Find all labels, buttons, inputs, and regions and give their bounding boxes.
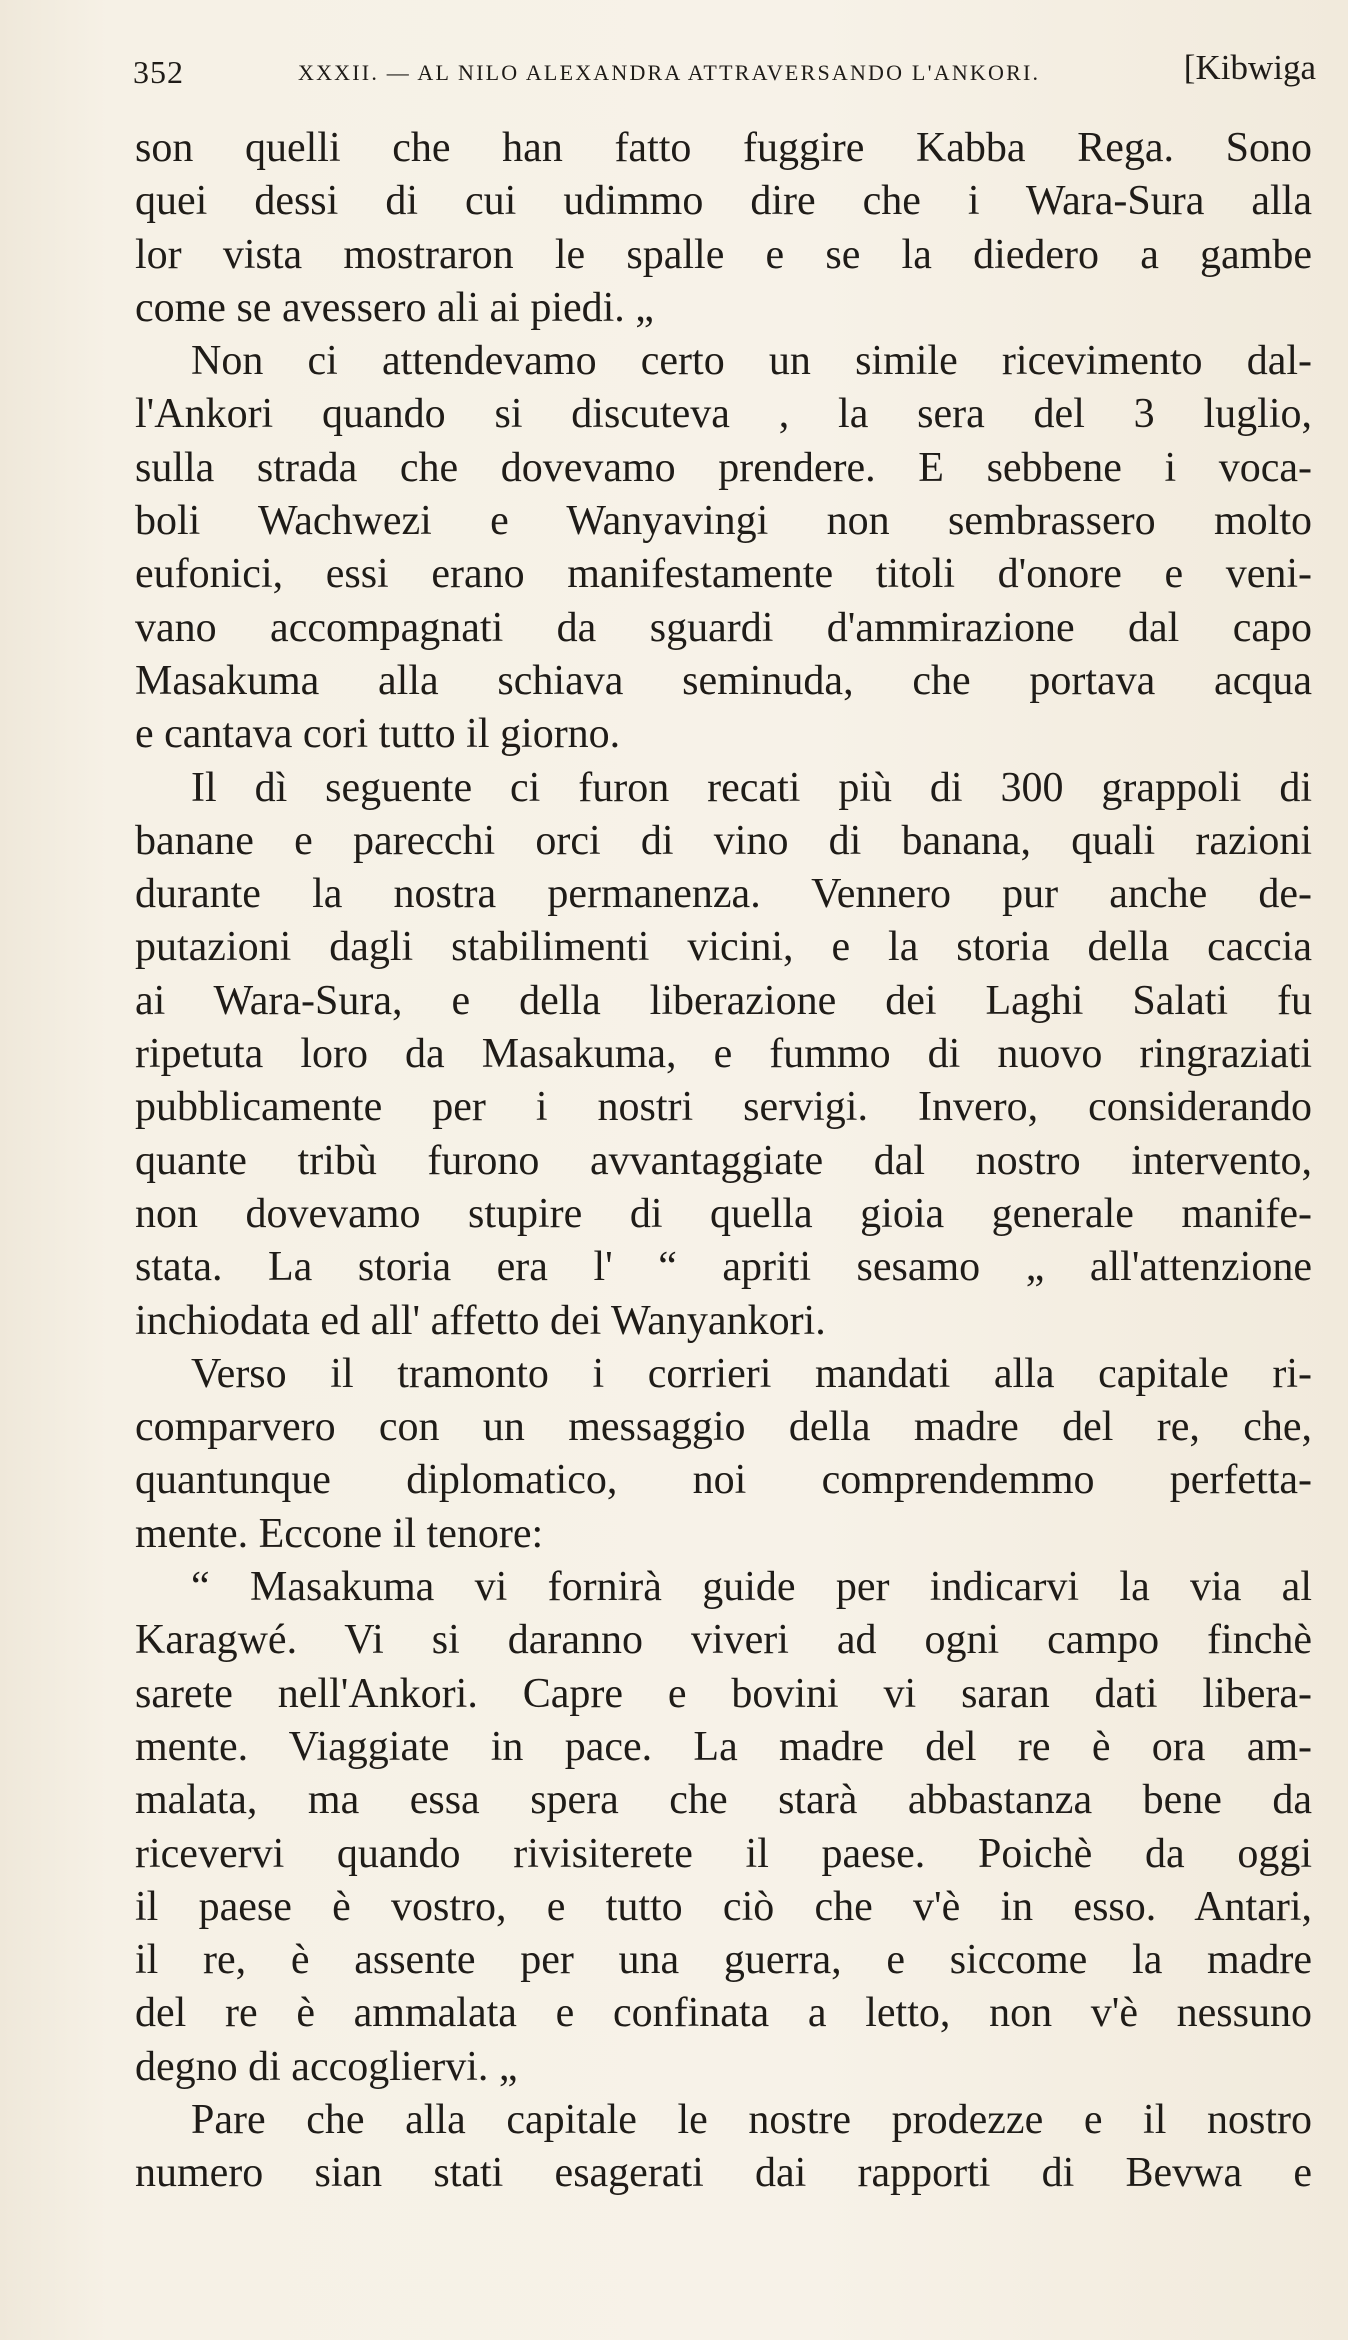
text-line: comparvero con un messaggio della madre del re, che, (135, 1404, 1312, 1451)
text-line: il paese è vostro, e tutto ciò che v'è in esso. Antari, (135, 1883, 1312, 1930)
text-line: quante tribù furono avvantaggiate dal nostro intervento, (135, 1137, 1312, 1184)
text-line: “ Masakuma vi fornirà guide per indicarvi la via al (191, 1564, 1312, 1611)
body-text (135, 122, 1312, 2201)
text-line: putazioni dagli stabilimenti vicini, e la storia della caccia (135, 924, 1312, 971)
text-line: son quelli che han fatto fuggire Kabba Rega. Sono (135, 125, 1312, 171)
text-line: ricevervi quando rivisiterete il paese. Poichè da oggi (135, 1830, 1312, 1877)
text-line: ripetuta loro da Masakuma, e fummo di nuovo ringraziati (135, 1031, 1312, 1078)
text-line: vano accompagnati da sguardi d'ammirazione dal capo (135, 604, 1312, 651)
text-line: quei dessi di cui udimmo dire che i Wara-Sura alla (135, 178, 1312, 225)
text-line: stata. La storia era l' “ apriti sesamo „ all'attenzione (135, 1244, 1312, 1291)
text-line: Verso il tramonto i corrieri mandati alla capitale ri- (191, 1350, 1312, 1397)
text-line: ai Wara-Sura, e della liberazione dei Laghi Salati fu (135, 977, 1312, 1024)
running-head (133, 44, 1316, 94)
text-line: sulla strada che dovevamo prendere. E sebbene i voca- (135, 444, 1312, 491)
text-line: non dovevamo stupire di quella gioia generale manife- (135, 1190, 1312, 1237)
text-line: del re è ammalata e confinata a letto, non v'è nessuno (135, 1990, 1312, 2037)
text-line: sarete nell'Ankori. Capre e bovini vi saran dati libera- (135, 1670, 1312, 1717)
running-title: XXXII. — AL NILO ALEXANDRA ATTRAVERSANDO L'ANKORI. (298, 60, 1041, 85)
text-line: eufonici, essi erano manifestamente titoli d'onore e veni- (135, 551, 1312, 598)
marginal-place-note: [Kibwiga (1183, 48, 1316, 87)
text-line: Masakuma alla schiava seminuda, che portava acqua (135, 657, 1312, 704)
text-line: malata, ma essa spera che starà abbastanza bene da (135, 1777, 1312, 1824)
text-line: Il dì seguente ci furon recati più di 300 grappoli di (191, 764, 1312, 811)
text-line: Non ci attendevamo certo un simile ricevimento dal- (191, 338, 1312, 385)
text-line: e cantava cori tutto il giorno. (135, 711, 621, 758)
text-line: pubblicamente per i nostri servigi. Invero, considerando (135, 1084, 1312, 1131)
text-line: inchiodata ed all' affetto dei Wanyankori. (135, 1297, 826, 1344)
text-line: banane e parecchi orci di vino di banana, quali razioni (135, 817, 1312, 864)
text-line: mente. Eccone il tenore: (135, 1510, 544, 1557)
text-line: Pare che alla capitale le nostre prodezze e il nostro (191, 2096, 1312, 2143)
text-line: come se avessero ali ai piedi. „ (135, 284, 654, 331)
text-line: il re, è assente per una guerra, e siccome la madre (135, 1937, 1312, 1984)
text-line: boli Wachwezi e Wanyavingi non sembrassero molto (135, 498, 1312, 545)
text-line: mente. Viaggiate in pace. La madre del re è ora am- (135, 1723, 1312, 1770)
text-line: l'Ankori quando si discuteva , la sera del 3 luglio, (135, 391, 1312, 438)
text-line: numero sian stati esagerati dai rapporti di Bevwa e (135, 2150, 1312, 2197)
text-line: durante la nostra permanenza. Vennero pur anche de- (135, 871, 1312, 918)
text-line: degno di accogliervi. „ (135, 2043, 518, 2090)
text-line: lor vista mostraron le spalle e se la diedero a gambe (135, 231, 1312, 278)
page-number: 352 (133, 54, 184, 90)
text-line: quantunque diplomatico, noi comprendemmo perfetta- (135, 1457, 1312, 1504)
text-line: Karagwé. Vi si daranno viveri ad ogni campo finchè (135, 1617, 1312, 1664)
